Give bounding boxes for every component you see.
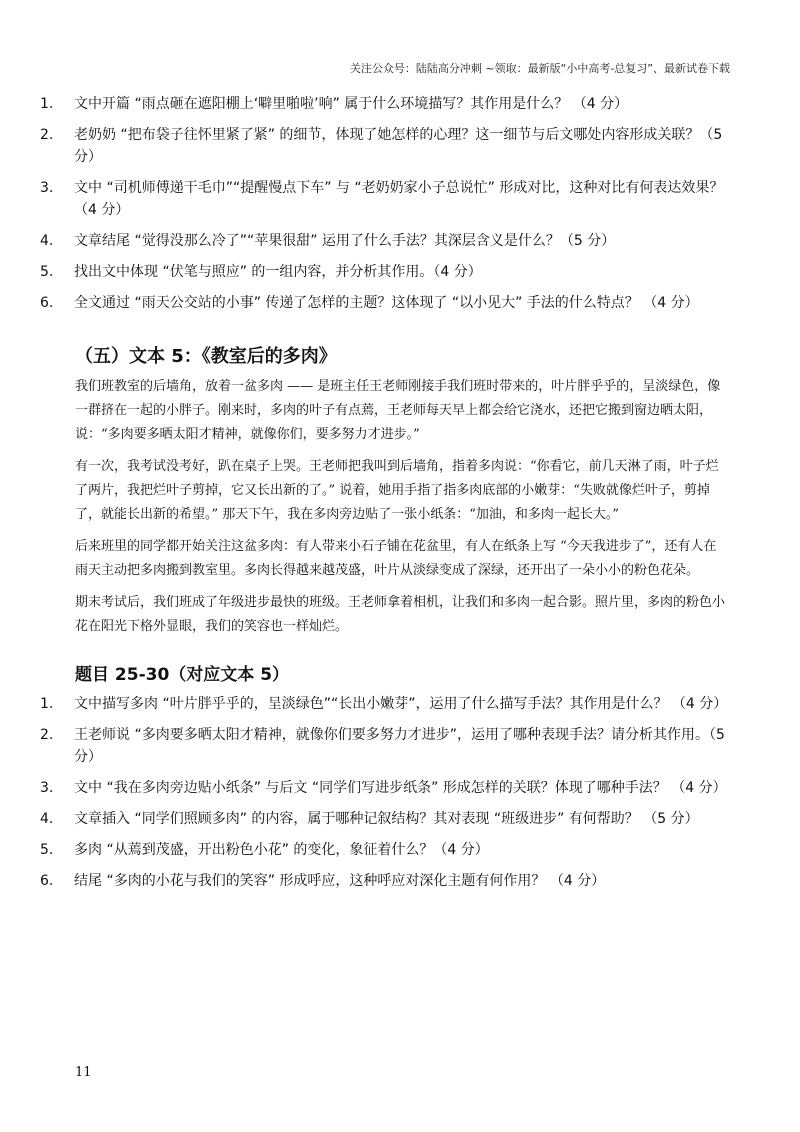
question-number: 4. bbox=[40, 811, 54, 827]
question-item bbox=[40, 124, 730, 168]
passage-paragraph: 后来班里的同学都开始关注这盆多肉：有人带来小石子铺在花盆里，有人在纸条上写 “今天我进步了”，还有人在雨天主动把多肉搬到教室里。多肉长得越来越茂盛，叶片从淡绿变成了深绿，还开出了一朵小小的粉色花朵。 bbox=[75, 539, 717, 578]
question-item bbox=[40, 693, 730, 715]
question-item bbox=[40, 724, 730, 768]
question-text: 全文通过 “雨天公交站的小事” 传递了怎样的主题？这体现了 “以小见大” 手法的什么特点？ （4 分） bbox=[74, 295, 699, 311]
question-number: 5. bbox=[40, 264, 54, 280]
passage-paragraph: 期末考试后，我们班成了年级进步最快的班级。王老师拿着相机，让我们和多肉一起合影。照片里，多肉的粉色小花在阳光下格外显眼，我们的笑容也一样灿烂。 bbox=[75, 595, 726, 634]
question-list-text4 bbox=[40, 93, 730, 323]
question-number: 3. bbox=[40, 180, 54, 196]
question-item bbox=[40, 93, 730, 115]
question-item bbox=[40, 777, 730, 799]
passage-paragraph: 我们班教室的后墙角，放着一盆多肉 —— 是班主任王老师刚接手我们班时带来的，叶片胖乎乎的，呈淡绿色，像一群挤在一起的小胖子。刚来时，多肉的叶子有点蔫，王老师每天早上都会给它浇水，还把它搬到窗边晒太阳，说：“多肉要多晒太阳才精神，就像你们，要多努力才进步。” bbox=[75, 379, 721, 442]
section-title: （五）文本 5：《教室后的多肉》 bbox=[75, 346, 337, 367]
question-item bbox=[40, 808, 730, 830]
question-text: 文中 “我在多肉旁边贴小纸条” 与后文 “同学们写进步纸条” 形成怎样的关联？体现了哪种手法？ （4 分） bbox=[74, 780, 727, 796]
question-item bbox=[40, 177, 730, 221]
question-number: 1. bbox=[40, 696, 54, 712]
question-item bbox=[40, 870, 730, 892]
question-text: 文中开篇 “雨点砸在遮阳棚上‘噼里啪啦’响” 属于什么环境描写？其作用是什么？ （4 分） bbox=[74, 96, 629, 112]
questions-title: 题目 25-30（对应文本 5） bbox=[75, 665, 290, 685]
question-text: 文章结尾 “觉得没那么冷了”“苹果很甜” 运用了什么手法？其深层含义是什么？（5 分） bbox=[74, 233, 616, 249]
question-text: 文章插入 “同学们照顾多肉” 的内容，属于哪种记叙结构？其对表现 “班级进步” 有何帮助？ （5 分） bbox=[74, 811, 699, 827]
question-list-text5 bbox=[40, 693, 730, 901]
header-note: 关注公众号：陆陆高分冲刺 ~领取：最新版“小中高考-总复习”、最新试卷下载 bbox=[349, 62, 730, 75]
question-item bbox=[40, 230, 730, 252]
question-number: 1. bbox=[40, 96, 54, 112]
question-text: 多肉 “从蔫到茂盛，开出粉色小花” 的变化，象征着什么？（4 分） bbox=[74, 842, 489, 858]
question-number: 4. bbox=[40, 233, 54, 249]
page-number: 11 bbox=[75, 1065, 92, 1080]
question-text: 找出文中体现 “伏笔与照应” 的一组内容，并分析其作用。（4 分） bbox=[74, 264, 482, 280]
question-number: 3. bbox=[40, 780, 54, 796]
question-number: 2. bbox=[40, 727, 54, 743]
question-number: 5. bbox=[40, 842, 54, 858]
passage bbox=[75, 375, 725, 647]
question-number: 6. bbox=[40, 295, 54, 311]
question-text: 王老师说 “多肉要多晒太阳才精神，就像你们要多努力才进步”，运用了哪种表现手法？请分析其作用。（5 分） bbox=[74, 727, 725, 765]
question-text: 老奶奶 “把布袋子往怀里紧了紧” 的细节，体现了她怎样的心理？这一细节与后文哪处内容形成关联？（5 分） bbox=[74, 127, 723, 165]
passage-paragraph: 有一次，我考试没考好，趴在桌子上哭。王老师把我叫到后墙角，指着多肉说：“你看它，前几天淋了雨，叶子烂了两片，我把烂叶子剪掉，它又长出新的了。” 说着，她用手指了指多肉底部的小嫩芽：“失败就像烂叶子，剪掉了，就能长出新的希望。” 那天下午，我在多肉旁边贴了一张小纸条：“加油，和多肉一起长大。” bbox=[75, 459, 719, 522]
question-text: 文中描写多肉 “叶片胖乎乎的，呈淡绿色”“长出小嫩芽”，运用了什么描写手法？其作用是什么？ （4 分） bbox=[74, 696, 728, 712]
question-item bbox=[40, 292, 730, 314]
question-text: 结尾 “多肉的小花与我们的笑容” 形成呼应，这种呼应对深化主题有何作用？ （4 分） bbox=[74, 873, 606, 889]
question-text: 文中 “司机师傅递干毛巾”“提醒慢点下车” 与 “老奶奶家小子总说忙” 形成对比，这种对比有何表达效果？（4 分） bbox=[74, 180, 724, 218]
question-item bbox=[40, 839, 730, 861]
question-item bbox=[40, 261, 730, 283]
question-number: 6. bbox=[40, 873, 54, 889]
question-number: 2. bbox=[40, 127, 54, 143]
